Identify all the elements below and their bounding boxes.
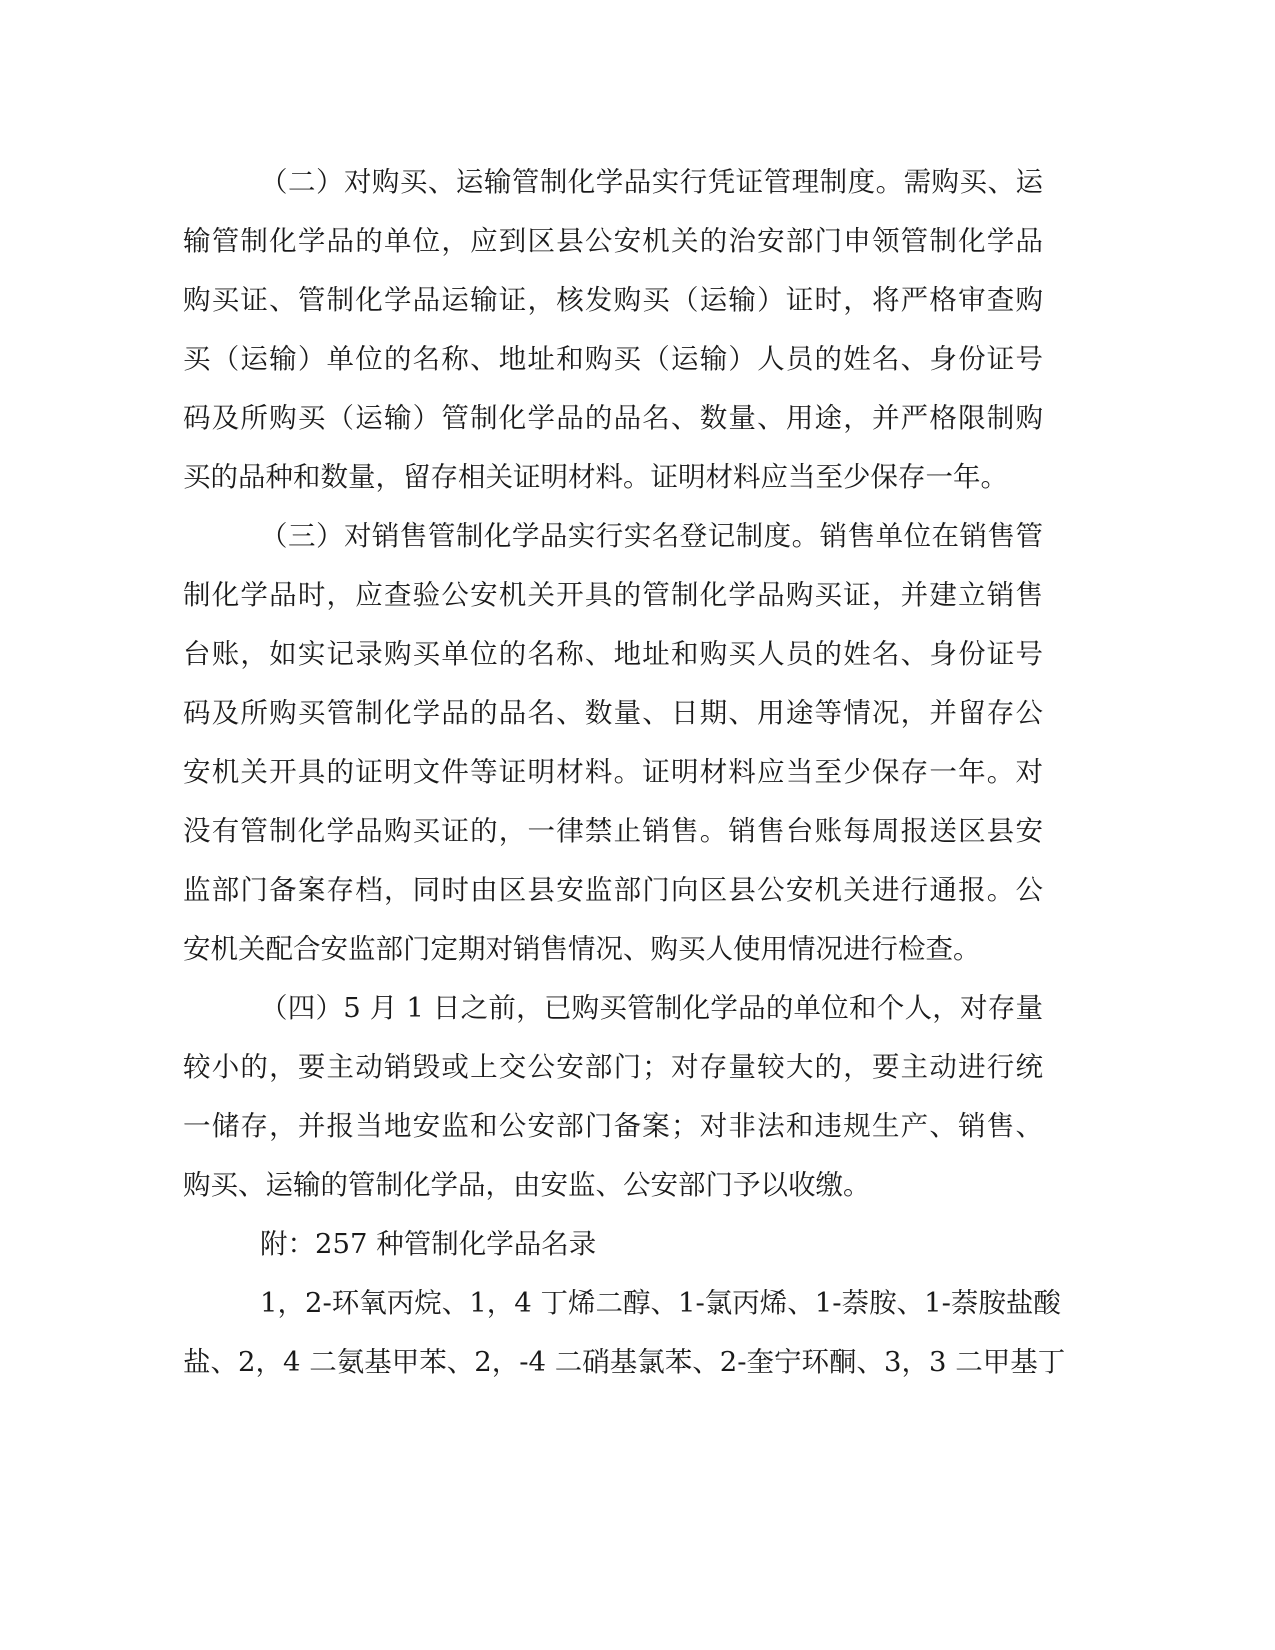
paragraph-2-line-1: （二）对购买、运输管制化学品实行凭证管理制度。需购买、运 [260,166,1043,198]
paragraph-2-line-3: 购买证、管制化学品运输证，核发购买（运输）证时，将严格审查购 [183,284,1043,316]
paragraph-3-line-7: 监部门备案存档，同时由区县安监部门向区县公安机关进行通报。公 [183,874,1043,906]
paragraph-3-line-1: （三）对销售管制化学品实行实名登记制度。销售单位在销售管 [260,520,1043,552]
paragraph-4-line-2: 较小的，要主动销毁或上交公安部门；对存量较大的，要主动进行统 [183,1051,1043,1083]
paragraph-4-line-1: （四）5 月 1 日之前，已购买管制化学品的单位和个人，对存量 [260,992,1043,1024]
paragraph-3-line-3: 台账，如实记录购买单位的名称、地址和购买人员的姓名、身份证号 [183,638,1043,670]
paragraph-2-line-6: 买的品种和数量，留存相关证明材料。证明材料应当至少保存一年。 [183,461,1008,493]
paragraph-4-line-4: 购买、运输的管制化学品，由安监、公安部门予以收缴。 [183,1169,871,1201]
appendix-title: 附：257 种管制化学品名录 [260,1228,597,1260]
paragraph-3-line-4: 码及所购买管制化学品的品名、数量、日期、用途等情况，并留存公 [183,697,1043,729]
paragraph-3-line-2: 制化学品时，应查验公安机关开具的管制化学品购买证，并建立销售 [183,579,1043,611]
paragraph-3-line-5: 安机关开具的证明文件等证明材料。证明材料应当至少保存一年。对 [183,756,1043,788]
paragraph-3-line-6: 没有管制化学品购买证的，一律禁止销售。销售台账每周报送区县安 [183,815,1043,847]
paragraph-2-line-4: 买（运输）单位的名称、地址和购买（运输）人员的姓名、身份证号 [183,343,1043,375]
paragraph-3-line-8: 安机关配合安监部门定期对销售情况、购买人使用情况进行检查。 [183,933,981,965]
appendix-list-line-1: 1，2-环氧丙烷、1，4 丁烯二醇、1-氯丙烯、1-萘胺、1-萘胺盐酸 [260,1287,1061,1319]
paragraph-4-line-3: 一储存，并报当地安监和公安部门备案；对非法和违规生产、销售、 [183,1110,1043,1142]
appendix-list-line-2: 盐、2，4 二氨基甲苯、2，-4 二硝基氯苯、2-奎宁环酮、3，3 二甲基丁 [183,1346,1066,1378]
paragraph-2-line-2: 输管制化学品的单位，应到区县公安机关的治安部门申领管制化学品 [183,225,1043,257]
paragraph-2-line-5: 码及所购买（运输）管制化学品的品名、数量、用途，并严格限制购 [183,402,1043,434]
